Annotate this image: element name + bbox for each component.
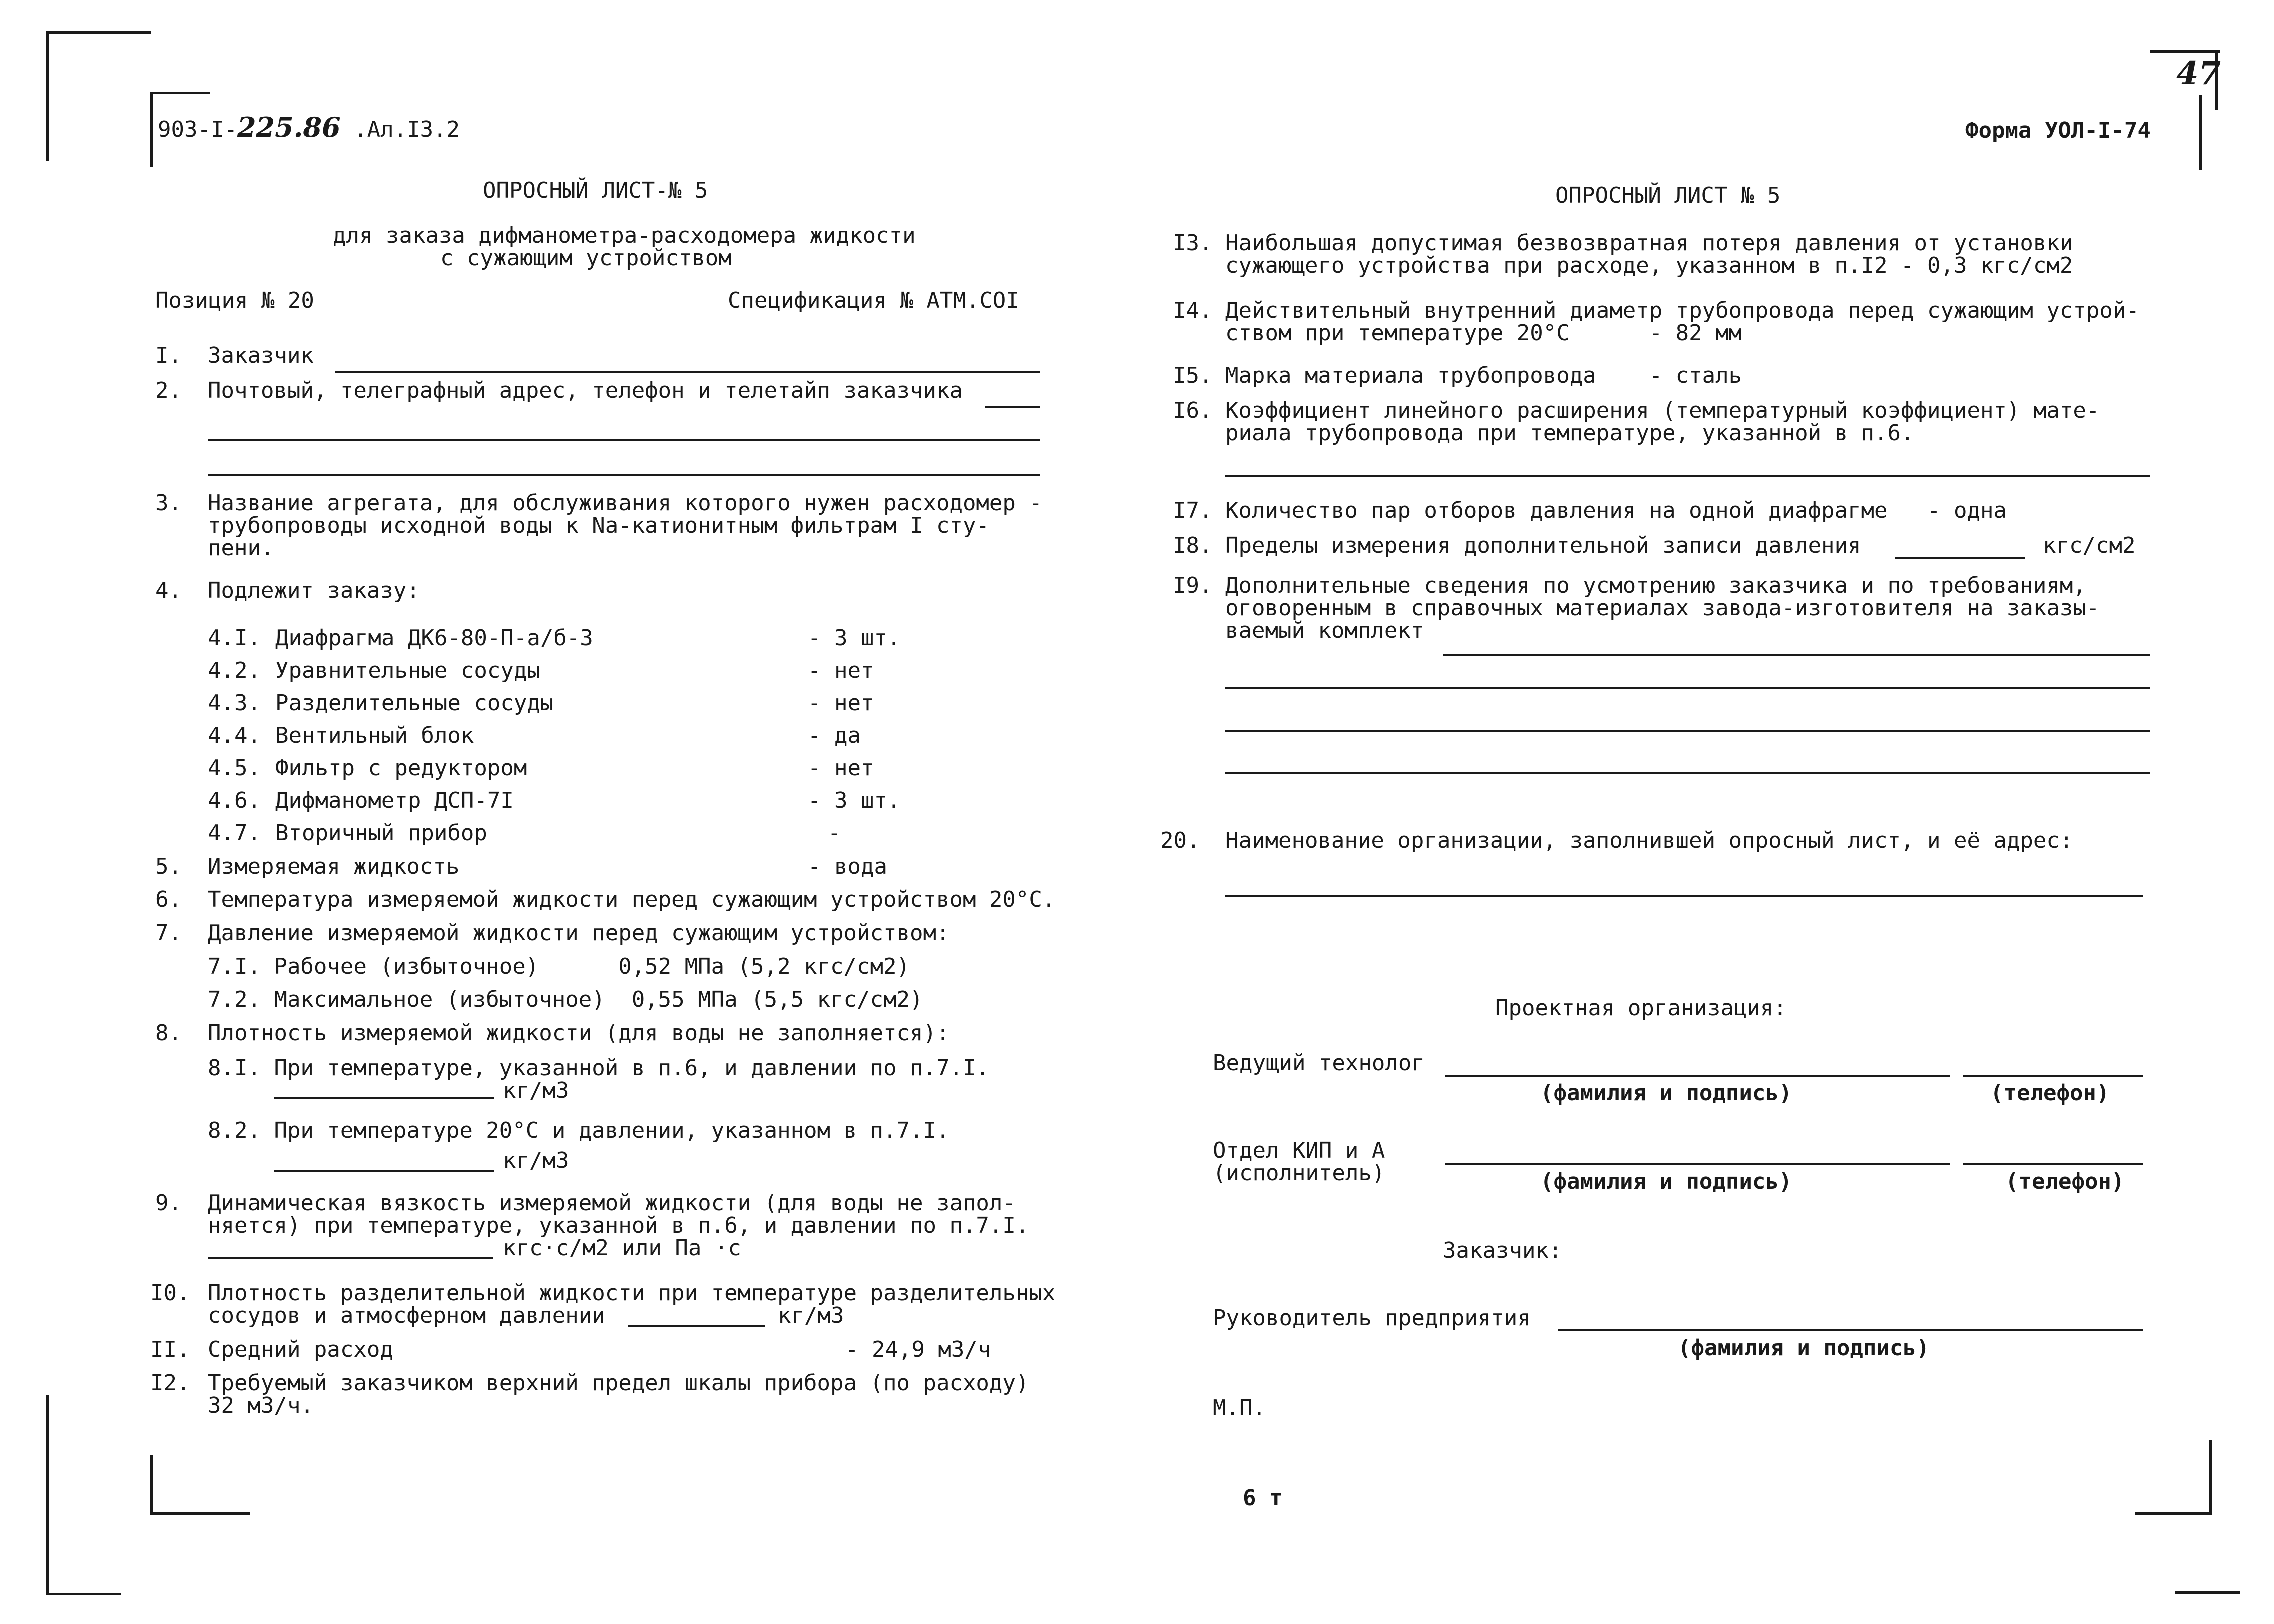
item-14-num: I4.	[1173, 298, 1213, 324]
sub-4-5-num: 4.5.	[208, 756, 261, 781]
item-3-line-3: пени.	[208, 536, 274, 561]
doc-number-handwritten: 225.86	[237, 112, 341, 144]
item-8-2-fill-line	[274, 1170, 494, 1172]
kip-sig-caption: (фамилия и подпись)	[1540, 1169, 1792, 1194]
item-8-num: 8.	[155, 1020, 182, 1046]
sub-4-3-label: Разделительные сосуды	[275, 690, 554, 716]
item-11-num: II.	[150, 1337, 190, 1362]
item-10-line-2: сосудов и атмосферном давлении	[208, 1303, 605, 1328]
item-14-line-2: ством при температуре 20°С - 82 мм	[1225, 320, 1742, 346]
page-number-handwritten: 47	[2176, 55, 2221, 92]
item-19-fill-line-b	[1225, 688, 2150, 690]
position-label: Позиция № 20	[155, 288, 314, 314]
item-16-fill-line	[1225, 475, 2150, 477]
sub-4-4-value: - да	[808, 723, 861, 748]
form-code: Форма УОЛ-I-74	[1965, 118, 2151, 144]
lead-tech-sig-line	[1445, 1075, 1950, 1077]
item-19-num: I9.	[1173, 573, 1213, 598]
item-19-line-3: ваемый комплект	[1225, 618, 1424, 644]
left-subtitle-1: для заказа дифманометра-расходомера жидкости	[333, 223, 916, 248]
item-4-label: Подлежит заказу:	[208, 578, 420, 604]
item-7-label: Давление измеряемой жидкости перед сужающим устройством:	[208, 920, 950, 946]
sub-4-7-value: -	[828, 820, 841, 846]
item-12-line-1: Требуемый заказчиком верхний предел шкалы прибора (по расходу)	[208, 1370, 1029, 1396]
doc-suffix: .Ал.I3.2	[354, 117, 460, 142]
item-16-num: I6.	[1173, 398, 1213, 424]
item-16-line-2: риала трубопровода при температуре, указанной в п.6.	[1225, 420, 1914, 446]
left-title: ОПРОСНЫЙ ЛИСТ-№ 5	[483, 178, 708, 204]
item-1-fill-line	[335, 372, 1040, 374]
sub-4-4-num: 4.4.	[208, 723, 261, 748]
item-20-label: Наименование организации, заполнившей опросный лист, и её адрес:	[1225, 828, 2073, 854]
spec-label: Спецификация № АТМ.COI	[728, 288, 1019, 314]
frame-bottom-right-h	[2135, 1512, 2212, 1516]
item-2-fill-line-a	[985, 406, 1040, 408]
item-8-label: Плотность измеряемой жидкости (для воды не заполняется):	[208, 1020, 950, 1046]
item-19-line-1: Дополнительные сведения по усмотрению заказчика и по требованиям,	[1225, 573, 2086, 598]
frame-corner-top-left-h	[46, 31, 151, 34]
sub-4-5-label: Фильтр с редуктором	[275, 756, 527, 781]
director-sig-line	[1558, 1329, 2143, 1331]
lead-tech-phone-caption: (телефон)	[1990, 1080, 2110, 1106]
item-8-1-unit: кг/м3	[503, 1078, 569, 1104]
item-19-fill-line-a	[1443, 654, 2150, 656]
frame-top-right-h	[2150, 50, 2220, 53]
item-8-1-fill-line	[274, 1098, 494, 1100]
item-5-value: - вода	[808, 854, 887, 880]
project-org-label: Проектная организация:	[1495, 996, 1787, 1021]
frame-bottom-right-v	[2209, 1440, 2212, 1515]
frame-corner-top-left-v	[46, 31, 49, 161]
item-10-line-1: Плотность разделительной жидкости при температуре разделительных	[208, 1280, 1056, 1306]
item-2-fill-line-c	[208, 474, 1040, 476]
frame-corner-bottom-left-h	[46, 1593, 121, 1595]
item-6-num: 6.	[155, 887, 182, 912]
frame-top-right-v	[2199, 95, 2202, 170]
item-10-num: I0.	[150, 1280, 190, 1306]
item-10-unit: кг/м3	[778, 1303, 844, 1328]
right-title: ОПРОСНЫЙ ЛИСТ № 5	[1555, 183, 1781, 208]
item-15-num: I5.	[1173, 363, 1213, 388]
item-9-num: 9.	[155, 1190, 182, 1216]
sub-4-1-num: 4.I.	[208, 626, 261, 651]
item-3-num: 3.	[155, 490, 182, 516]
page-number: 6 т	[1243, 1486, 1283, 1511]
director-label: Руководитель предприятия	[1213, 1306, 1531, 1331]
item-13-line-2: сужающего устройства при расходе, указанном в п.I2 - 0,3 кгс/см2	[1225, 253, 2073, 278]
sub-4-2-num: 4.2.	[208, 658, 261, 684]
customer-label: Заказчик:	[1443, 1238, 1562, 1264]
sub-4-4-label: Вентильный блок	[275, 723, 474, 748]
item-12-num: I2.	[150, 1370, 190, 1396]
item-12-line-2: 32 м3/ч.	[208, 1393, 314, 1418]
left-subtitle-2: с сужающим устройством	[440, 246, 732, 271]
item-18-unit: кгс/см2	[2043, 533, 2136, 558]
item-9-unit: кгс·с/м2 или Па ·с	[503, 1236, 741, 1261]
item-13-line-1: Наибольшая допустимая безвозвратная потеря давления от установки	[1225, 230, 2073, 256]
item-5-label: Измеряемая жидкость	[208, 854, 460, 880]
sub-4-6-label: Дифманометр ДСП-7I	[275, 788, 514, 814]
item-9-line-1: Динамическая вязкость измеряемой жидкости (для воды не запол-	[208, 1190, 1016, 1216]
item-10-fill-line	[628, 1325, 765, 1327]
item-11-label: Средний расход	[208, 1337, 393, 1362]
item-7-1: 7.I. Рабочее (избыточное) 0,52 МПа (5,2 кгс/см2)	[208, 954, 910, 980]
item-18-num: I8.	[1173, 533, 1213, 558]
item-13-num: I3.	[1173, 230, 1213, 256]
left-bottom-mark-h	[150, 1512, 250, 1516]
item-2-fill-line-b	[208, 439, 1040, 441]
item-2-num: 2.	[155, 378, 182, 404]
kip-phone-caption: (телефон)	[2005, 1169, 2125, 1194]
item-17-label: Количество пар отборов давления на одной диафрагме - одна	[1225, 498, 2007, 524]
header-box-v	[150, 92, 153, 168]
sub-4-3-num: 4.3.	[208, 690, 261, 716]
item-19-fill-line-c	[1225, 730, 2150, 732]
sub-4-5-value: - нет	[808, 756, 874, 781]
kip-sig-line	[1445, 1164, 1950, 1166]
director-sig-caption: (фамилия и подпись)	[1678, 1336, 1930, 1361]
sub-4-2-label: Уравнительные сосуды	[275, 658, 540, 684]
item-20-fill-line	[1225, 895, 2143, 897]
item-8-1: 8.I. При температуре, указанной в п.6, и давлении по п.7.I.	[208, 1056, 989, 1081]
item-5-num: 5.	[155, 854, 182, 880]
kip-dept-line-2: (исполнитель)	[1213, 1160, 1385, 1186]
left-bottom-mark-v	[150, 1455, 153, 1515]
sub-4-1-label: Диафрагма ДК6-80-П-а/б-3	[275, 626, 593, 651]
sub-4-7-label: Вторичный прибор	[275, 820, 487, 846]
stamp-label: М.П.	[1213, 1396, 1266, 1421]
item-14-line-1: Действительный внутренний диаметр трубопровода перед сужающим устрой-	[1225, 298, 2139, 324]
item-2-label: Почтовый, телеграфный адрес, телефон и телетайп заказчика	[208, 378, 963, 404]
item-8-2: 8.2. При температуре 20°С и давлении, указанном в п.7.I.	[208, 1118, 950, 1144]
item-15-label: Марка материала трубопровода - сталь	[1225, 363, 1742, 388]
item-19-fill-line-d	[1225, 772, 2150, 774]
doc-code	[158, 112, 460, 144]
sub-4-3-value: - нет	[808, 690, 874, 716]
header-box-h	[150, 92, 210, 94]
item-3-line-1: Название агрегата, для обслуживания которого нужен расходомер -	[208, 490, 1042, 516]
item-20-num: 20.	[1160, 828, 1200, 854]
item-18-label: Пределы измерения дополнительной записи давления	[1225, 533, 1861, 558]
kip-dept-line-1: Отдел КИП и А	[1213, 1138, 1385, 1164]
sub-4-6-num: 4.6.	[208, 788, 261, 814]
item-9-fill-line	[208, 1258, 493, 1260]
item-8-2-unit: кг/м3	[503, 1148, 569, 1174]
item-16-line-1: Коэффициент линейного расширения (температурный коэффициент) мате-	[1225, 398, 2100, 424]
lead-tech-sig-caption: (фамилия и подпись)	[1540, 1080, 1792, 1106]
item-11-value: - 24,9 м3/ч	[845, 1337, 991, 1362]
sub-4-6-value: - 3 шт.	[808, 788, 901, 814]
item-19-line-2: оговоренным в справочных материалах завода-изготовителя на заказы-	[1225, 596, 2100, 621]
item-9-line-2: няется) при температуре, указанной в п.6, и давлении по п.7.I.	[208, 1213, 1029, 1238]
sub-4-7-num: 4.7.	[208, 820, 261, 846]
item-3-line-2: трубопроводы исходной воды к Na-катионитным фильтрам I сту-	[208, 513, 989, 538]
sub-4-1-value: - 3 шт.	[808, 626, 901, 651]
doc-prefix: 903-I-	[158, 117, 237, 142]
frame-bottom-right-h2	[2175, 1592, 2240, 1594]
item-4-num: 4.	[155, 578, 182, 604]
item-7-2: 7.2. Максимальное (избыточное) 0,55 МПа (5,5 кгс/см2)	[208, 987, 923, 1012]
item-1-label: Заказчик	[208, 343, 314, 368]
item-1-num: I.	[155, 343, 182, 368]
item-18-fill-line	[1895, 558, 2025, 560]
kip-phone-line	[1963, 1164, 2143, 1166]
item-6-label: Температура измеряемой жидкости перед сужающим устройством 20°С.	[208, 887, 1056, 912]
lead-tech-phone-line	[1963, 1075, 2143, 1077]
lead-tech-label: Ведущий технолог	[1213, 1050, 1425, 1076]
sub-4-2-value: - нет	[808, 658, 874, 684]
frame-corner-bottom-left-v	[46, 1395, 49, 1595]
item-7-num: 7.	[155, 920, 182, 946]
item-17-num: I7.	[1173, 498, 1213, 524]
